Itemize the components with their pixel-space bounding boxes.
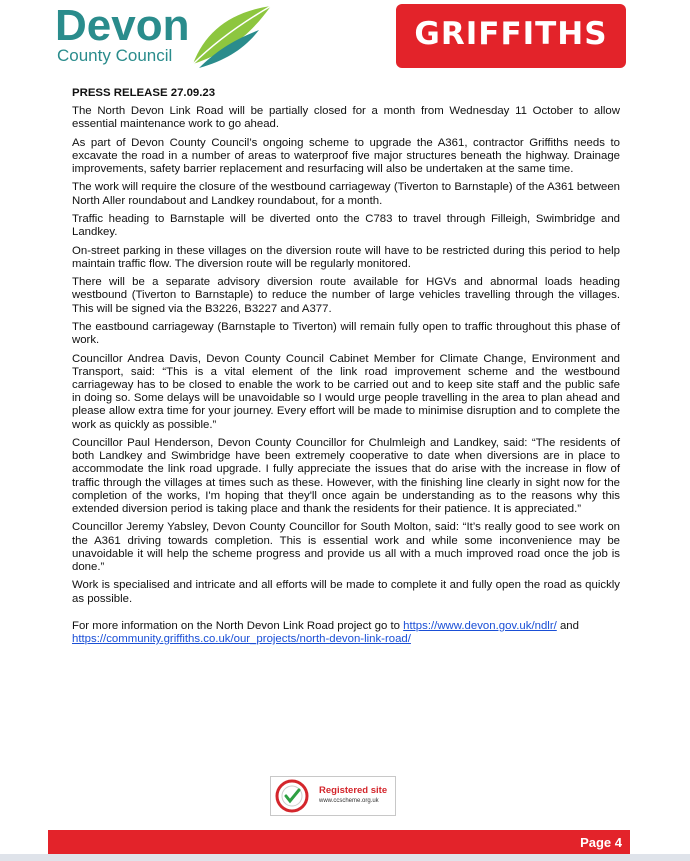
paragraph: The eastbound carriageway (Barnstaple to Tiverton) will remain fully open to traffic throughout this phase of work. (72, 320, 620, 347)
devon-county-council-logo (55, 2, 275, 74)
griffiths-logo (396, 4, 626, 68)
more-info-and: and (556, 619, 579, 632)
paragraph: On-street parking in these villages on the diversion route will have to be restricted during this period to help maintain traffic flow. The diversion route will be regularly monitored. (72, 244, 620, 270)
paragraph: Councillor Paul Henderson, Devon County Councillor for Chulmleigh and Landkey, said: “The residents of both Landkey and Swimbridge have been extremely cooperative to date when diversions are in place to accommodate the link road upgrade. I fully appreciate the issues that do arise with the increase in flow of traffic through the villages at times such as these. However, with the finishing line clearly in sight now for the completion of the works, I'm hoping that they'll once again be understanding as to the reasons why this extended diversion period is taking place and thank the residents for their patience. It is appreciated.” (72, 436, 620, 515)
devon-ndlr-link[interactable]: https://www.devon.gov.uk/ndlr/ (403, 619, 557, 632)
more-info-prefix: For more information on the North Devon Link Road project go to (72, 619, 404, 632)
considerate-constructors-icon (275, 779, 309, 813)
press-release-body (72, 86, 620, 651)
considerate-constructors-badge (270, 776, 396, 816)
paragraph: As part of Devon County Council’s ongoing scheme to upgrade the A361, contractor Griffiths needs to excavate the road in a number of areas to waterproof five major structures beneath the highway. Drainage improvements, safety barrier replacement and resurfacing will also be undertaken at the same time. (72, 136, 620, 175)
griffiths-logo-text: GRIFFITHS (414, 16, 608, 52)
paragraph: Councillor Jeremy Yabsley, Devon County Councillor for South Molton, said: “It’s really good to see work on the A361 driving towards completion. This is essential work and while some inconvenience may be unavoidable it will help the scheme progress and provide us all with a much improved road once the job is done.” (72, 521, 620, 573)
footer-bar (48, 830, 630, 854)
paragraph: Work is specialised and intricate and all efforts will be made to complete it and fully open the road as quickly as possible. (72, 579, 620, 605)
more-info-paragraph (72, 620, 620, 646)
badge-url: www.ccscheme.org.uk (319, 798, 379, 804)
page-number: Page 4 (580, 835, 622, 850)
paragraph: There will be a separate advisory diversion route available for HGVs and abnormal loads heading westbound (Tiverton to Barnstaple) to reduce the number of large vehicles travelling through the villages. This will be signed via the B3226, B3227 and A377. (72, 276, 620, 315)
griffiths-project-link[interactable]: https://community.griffiths.co.uk/our_projects/north-devon-link-road/ (72, 632, 411, 645)
press-release-title: PRESS RELEASE 27.09.23 (72, 87, 216, 99)
paragraph: The work will require the closure of the westbound carriageway (Tiverton to Barnstaple) of the A361 between North Aller roundabout and Landkey roundabout, for a month. (72, 181, 620, 207)
paragraph: Councillor Andrea Davis, Devon County Council Cabinet Member for Climate Change, Environment and Transport, said: “This is a vital element of the link road improvement scheme and the westbound carriageway has to be closed to enable the work to be carried out and to keep site staff and the public safe in doing so. Some delays will be unavoidable so I would urge people travelling in the area to plan ahead and please allow extra time for your journey. Every effort will be made to minimise disruption and to complete the work as quickly as possible.” (72, 352, 620, 431)
leaf-icon (185, 2, 275, 72)
paragraph: Traffic heading to Barnstaple will be diverted onto the C783 to travel through Filleigh, Swimbridge and Landkey. (72, 212, 620, 239)
paragraph: The North Devon Link Road will be partially closed for a month from Wednesday 11 October to allow essential maintenance work to go ahead. (72, 105, 620, 131)
devon-logo-subtitle: County Council (57, 46, 173, 65)
badge-title: Registered site (319, 785, 388, 796)
viewer-bottom-strip (0, 854, 690, 861)
devon-logo-word: Devon (55, 1, 190, 50)
